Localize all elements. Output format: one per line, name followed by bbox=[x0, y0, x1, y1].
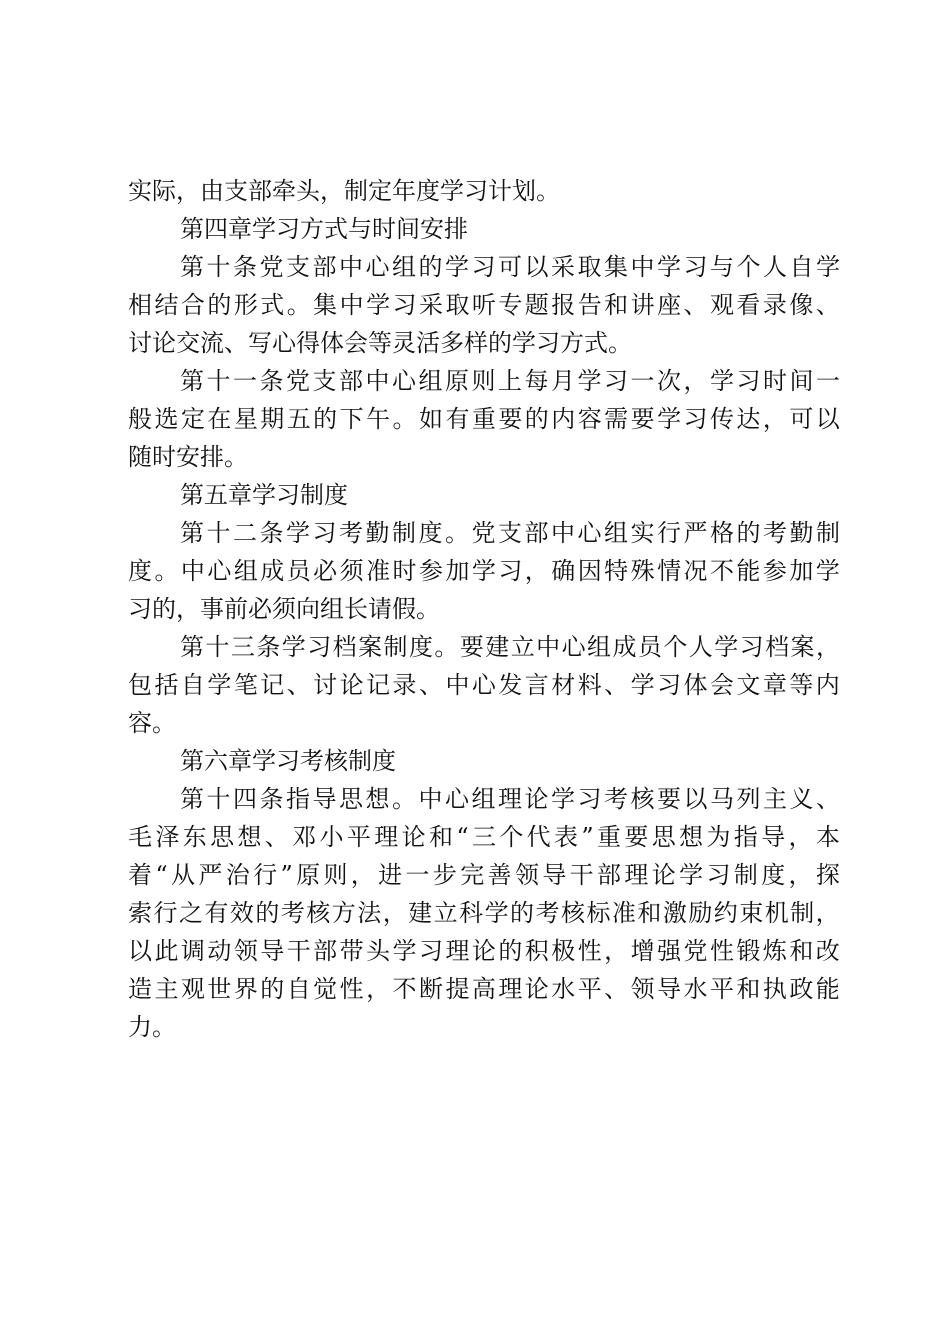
document-line: 造 主 观 世 界 的 自 觉 性 ， 不 断 提 高 理 论 水 平 、 领 导 水 平 和 执 政 能 bbox=[128, 975, 840, 1003]
document-line: 毛 泽 东 思 想 、 邓 小 平 理 论 和 “ 三 个 代 表 ” 重 要 思 想 为 指 导 ， 本 bbox=[128, 823, 840, 851]
document-line: 第 十 条 党 支 部 中 心 组 的 学 习 可 以 采 取 集 中 学 习 与 个 人 自 学 bbox=[180, 253, 840, 281]
document-body bbox=[128, 172, 840, 1046]
document-line: 索 行 之 有 效 的 考 核 方 法 ， 建 立 科 学 的 考 核 标 准 和 激 励 约 束 机 制 ， bbox=[128, 899, 840, 927]
document-line: 第 十 一 条 党 支 部 中 心 组 原 则 上 每 月 学 习 一 次 ， 学 习 时 间 一 bbox=[180, 367, 840, 395]
line-text: 第四章学习方式与时间安排 bbox=[180, 215, 468, 243]
line-text: 随时安排。 bbox=[128, 443, 248, 471]
document-line bbox=[128, 210, 840, 248]
line-text: 讨论交流、写心得体会等灵活多样的学习方式。 bbox=[128, 329, 632, 357]
document-line bbox=[128, 1008, 840, 1046]
line-text: 第六章学习考核制度 bbox=[180, 747, 396, 775]
document-line bbox=[128, 438, 840, 476]
line-text: 实际，由支部牵头，制定年度学习计划。 bbox=[128, 177, 560, 205]
document-line: 般 选 定 在 星 期 五 的 下 午 。 如 有 重 要 的 内 容 需 要 学 习 传 达 ， 可 以 bbox=[128, 405, 840, 433]
document-line: 第 十 二 条 学 习 考 勤 制 度 。 党 支 部 中 心 组 实 行 严 格 的 考 勤 制 bbox=[180, 519, 840, 547]
document-line: 包 括 自 学 笔 记 、 讨 论 记 录 、 中 心 发 言 材 料 、 学 习 体 会 文 章 等 内 bbox=[128, 671, 840, 699]
document-line: 相 结 合 的 形 式 。 集 中 学 习 采 取 听 专 题 报 告 和 讲 座 、 观 看 录 像 、 bbox=[128, 291, 840, 319]
document-line bbox=[128, 590, 840, 628]
document-line: 度 。 中 心 组 成 员 必 须 准 时 参 加 学 习 ， 确 因 特 殊 情 况 不 能 参 加 学 bbox=[128, 557, 840, 585]
document-line bbox=[128, 324, 840, 362]
document-line bbox=[128, 476, 840, 514]
line-text: 习的，事前必须向组长请假。 bbox=[128, 595, 440, 623]
document-line bbox=[128, 172, 840, 210]
document-line bbox=[128, 704, 840, 742]
document-line bbox=[128, 742, 840, 780]
document-line: 着 “ 从 严 治 行 ” 原 则 ， 进 一 步 完 善 领 导 干 部 理 论 学 习 制 度 ， 探 bbox=[128, 861, 840, 889]
document-line: 以 此 调 动 领 导 干 部 带 头 学 习 理 论 的 积 极 性 ， 增 强 党 性 锻 炼 和 改 bbox=[128, 937, 840, 965]
line-text: 容。 bbox=[128, 709, 176, 737]
line-text: 力。 bbox=[128, 1013, 176, 1041]
document-line: 第 十 四 条 指 导 思 想 。 中 心 组 理 论 学 习 考 核 要 以 马 列 主 义 、 bbox=[180, 785, 840, 813]
document-line: 第 十 三 条 学 习 档 案 制 度 。 要 建 立 中 心 组 成 员 个 人 学 习 档 案 ， bbox=[180, 633, 840, 661]
line-text: 第五章学习制度 bbox=[180, 481, 348, 509]
